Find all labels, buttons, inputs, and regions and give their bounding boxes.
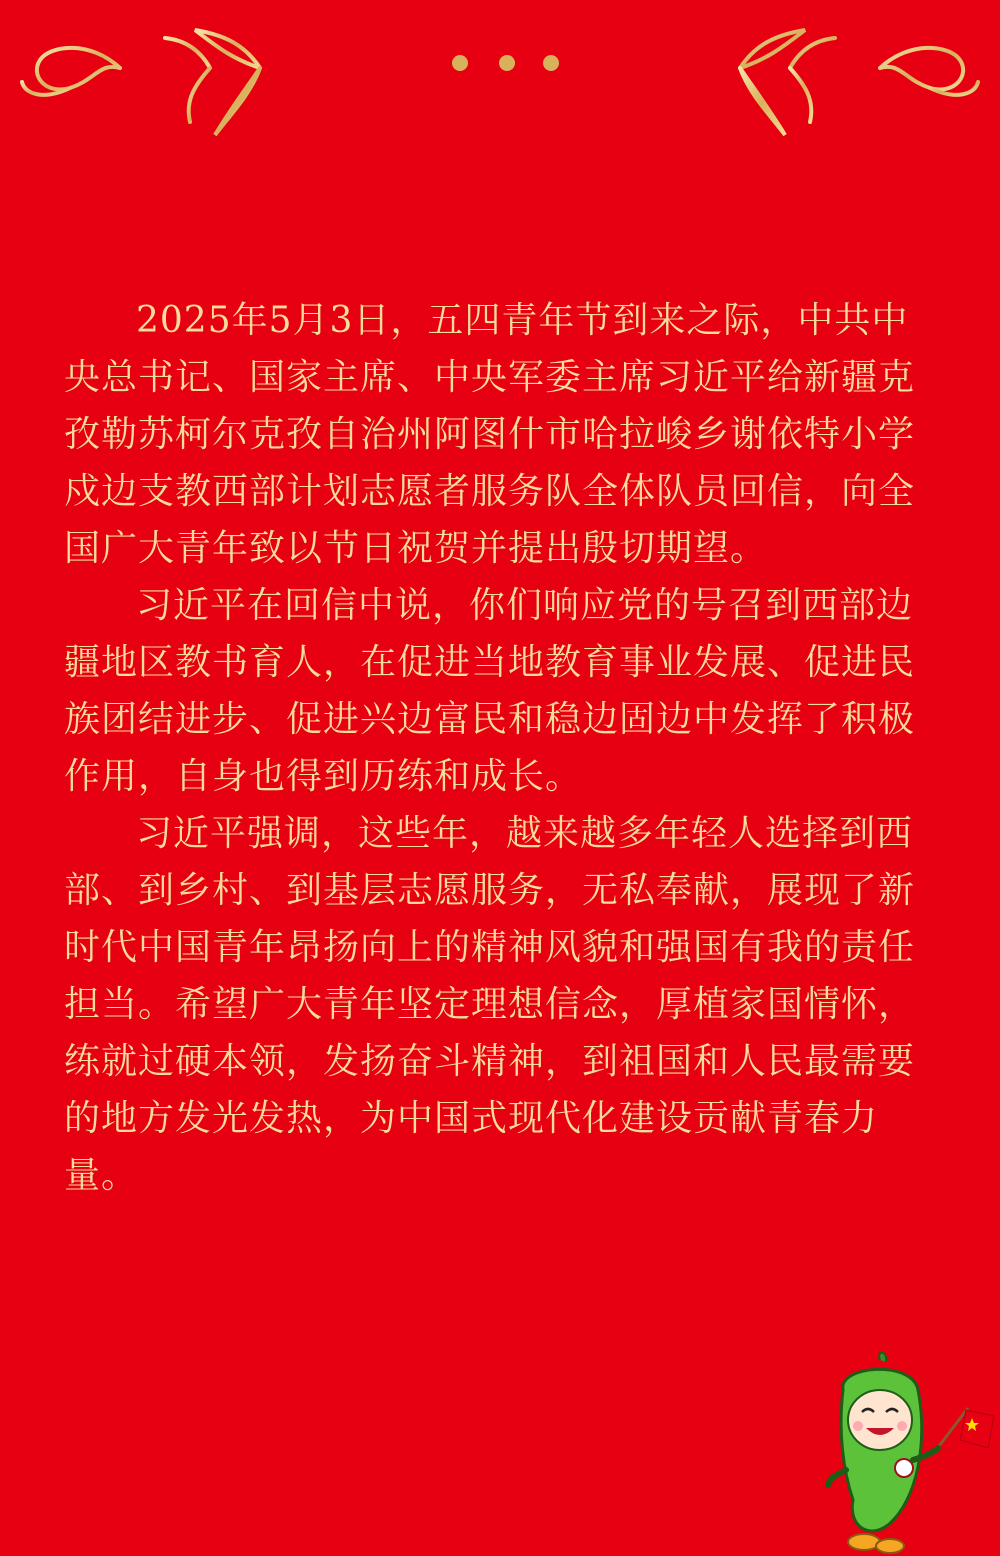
article-paragraph-2: 习近平在回信中说，你们响应党的号召到西部边疆地区教书育人，在促进当地教育事业发展、促进民族团结进步、促进兴边富民和稳边固边中发挥了积极作用，自身也得到历练和成长。 bbox=[64, 585, 916, 797]
green-pepper-mascot-icon bbox=[818, 1350, 1000, 1556]
gold-flourish-ornament bbox=[0, 0, 1000, 150]
article-paragraph-1: 2025年5月3日，五四青年节到来之际，中共中央总书记、国家主席、中央军委主席习近平给新疆克孜勒苏柯尔克孜自治州阿图什市哈拉峻乡谢依特小学戍边支教西部计划志愿者服务队全体队员回信，向全国广大青年致以节日祝贺并提出殷切期望。 bbox=[64, 300, 916, 569]
article-body bbox=[64, 292, 934, 1204]
article-paragraph-3: 习近平强调，这些年，越来越多年轻人选择到西部、到乡村、到基层志愿服务，无私奉献，展现了新时代中国青年昂扬向上的精神风貌和强国有我的责任担当。希望广大青年坚定理想信念，厚植家国情怀，练就过硬本领，发扬奋斗精神，到祖国和人民最需要的地方发光发热，为中国式现代化建设贡献青春力量。 bbox=[64, 813, 916, 1196]
